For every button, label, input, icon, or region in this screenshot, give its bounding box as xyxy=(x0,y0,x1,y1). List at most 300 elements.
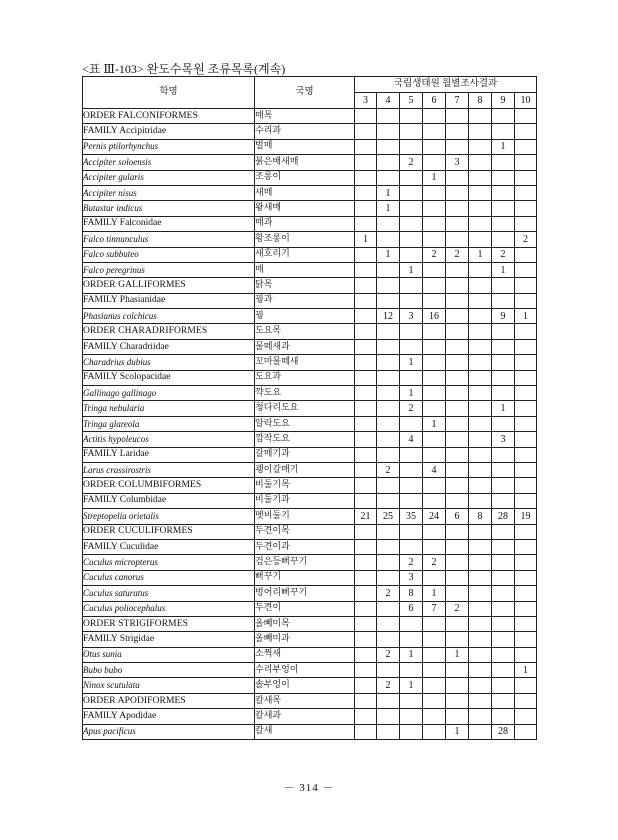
count-cell xyxy=(492,170,515,185)
count-cell xyxy=(492,416,515,431)
count-cell xyxy=(446,586,469,601)
scientific-name: Tringa glareola xyxy=(83,416,255,431)
count-cell xyxy=(446,447,469,462)
scientific-name: Cuculus saturatus xyxy=(83,586,255,601)
count-cell xyxy=(469,232,492,247)
count-cell xyxy=(469,570,492,585)
count-cell xyxy=(355,724,377,739)
korean-name: 벌매 xyxy=(255,139,355,154)
count-cell xyxy=(400,278,423,293)
count-cell xyxy=(446,124,469,139)
korean-name: 두견이목 xyxy=(255,524,355,539)
table-row-order xyxy=(83,478,537,493)
count-cell xyxy=(377,524,400,539)
count-cell xyxy=(469,216,492,231)
count-cell xyxy=(446,339,469,354)
count-cell xyxy=(515,693,537,708)
korean-name: 뻐꾸기 xyxy=(255,570,355,585)
count-cell: 25 xyxy=(377,509,400,524)
count-cell xyxy=(515,586,537,601)
table-row-species xyxy=(83,309,537,324)
scientific-name: FAMILY Falconidae xyxy=(83,216,255,231)
count-cell xyxy=(446,170,469,185)
count-cell xyxy=(355,324,377,339)
count-cell xyxy=(469,386,492,401)
table-row-family xyxy=(83,447,537,462)
count-cell: 1 xyxy=(400,355,423,370)
count-cell xyxy=(515,478,537,493)
count-cell xyxy=(469,632,492,647)
count-cell xyxy=(469,293,492,308)
count-cell xyxy=(446,432,469,447)
count-cell xyxy=(423,109,446,124)
scientific-name: Apus pacificus xyxy=(83,724,255,739)
count-cell xyxy=(469,401,492,416)
count-cell xyxy=(492,324,515,339)
count-cell xyxy=(377,632,400,647)
scientific-name: Butastur indicus xyxy=(83,201,255,216)
count-cell: 1 xyxy=(400,647,423,662)
count-cell xyxy=(446,493,469,508)
table-row-species xyxy=(83,663,537,678)
count-cell: 1 xyxy=(423,170,446,185)
count-cell xyxy=(515,493,537,508)
table-row-order xyxy=(83,109,537,124)
korean-name: 두견이과 xyxy=(255,539,355,554)
count-cell xyxy=(469,124,492,139)
count-cell: 35 xyxy=(400,509,423,524)
count-cell xyxy=(423,401,446,416)
korean-name: 꺅도요 xyxy=(255,386,355,401)
count-cell xyxy=(492,201,515,216)
count-cell: 8 xyxy=(469,509,492,524)
korean-name: 황조롱이 xyxy=(255,232,355,247)
count-cell xyxy=(492,524,515,539)
count-cell: 1 xyxy=(469,247,492,262)
count-cell xyxy=(355,555,377,570)
count-cell xyxy=(377,539,400,554)
count-cell xyxy=(423,570,446,585)
count-cell xyxy=(492,678,515,693)
count-cell: 2 xyxy=(492,247,515,262)
count-cell xyxy=(469,586,492,601)
count-cell xyxy=(446,309,469,324)
korean-name: 칼새 xyxy=(255,724,355,739)
count-cell xyxy=(515,539,537,554)
count-cell xyxy=(469,432,492,447)
count-cell xyxy=(423,293,446,308)
count-cell xyxy=(377,601,400,616)
count-cell xyxy=(423,386,446,401)
count-cell xyxy=(492,232,515,247)
count-cell xyxy=(400,447,423,462)
count-cell: 28 xyxy=(492,724,515,739)
count-cell xyxy=(355,155,377,170)
count-cell xyxy=(355,278,377,293)
count-cell xyxy=(446,632,469,647)
count-cell xyxy=(355,124,377,139)
count-cell xyxy=(355,693,377,708)
table-row-order xyxy=(83,278,537,293)
header-kor-name: 국명 xyxy=(255,77,355,109)
count-cell xyxy=(515,278,537,293)
count-cell xyxy=(377,155,400,170)
korean-name: 꿩 xyxy=(255,309,355,324)
count-cell: 4 xyxy=(423,462,446,477)
scientific-name: Falco tinnunculus xyxy=(83,232,255,247)
count-cell: 7 xyxy=(423,601,446,616)
count-cell xyxy=(469,355,492,370)
scientific-name: FAMILY Phasianidae xyxy=(83,293,255,308)
count-cell xyxy=(469,616,492,631)
count-cell xyxy=(492,370,515,385)
count-cell: 1 xyxy=(377,201,400,216)
count-cell xyxy=(469,201,492,216)
header-month: 5 xyxy=(400,93,423,109)
count-cell xyxy=(469,109,492,124)
count-cell: 2 xyxy=(515,232,537,247)
count-cell xyxy=(355,262,377,277)
table-row-species xyxy=(83,555,537,570)
korean-name: 칼새과 xyxy=(255,709,355,724)
count-cell xyxy=(423,647,446,662)
count-cell xyxy=(515,709,537,724)
count-cell xyxy=(515,109,537,124)
count-cell xyxy=(446,401,469,416)
header-month: 9 xyxy=(492,93,515,109)
count-cell: 2 xyxy=(446,601,469,616)
count-cell xyxy=(377,401,400,416)
table-row-family xyxy=(83,124,537,139)
count-cell xyxy=(492,493,515,508)
count-cell: 1 xyxy=(377,247,400,262)
count-cell xyxy=(515,293,537,308)
count-cell xyxy=(423,616,446,631)
scientific-name: FAMILY Accipitridae xyxy=(83,124,255,139)
table-row-species xyxy=(83,355,537,370)
count-cell xyxy=(515,401,537,416)
table-row-species xyxy=(83,201,537,216)
count-cell xyxy=(469,693,492,708)
count-cell xyxy=(377,493,400,508)
scientific-name: Falco subbuteo xyxy=(83,247,255,262)
table-row-family xyxy=(83,632,537,647)
count-cell xyxy=(423,124,446,139)
count-cell xyxy=(446,616,469,631)
count-cell xyxy=(400,293,423,308)
count-cell xyxy=(377,262,400,277)
count-cell xyxy=(446,109,469,124)
count-cell xyxy=(377,370,400,385)
count-cell xyxy=(400,201,423,216)
korean-name: 비둘기목 xyxy=(255,478,355,493)
scientific-name: FAMILY Scolopacidae xyxy=(83,370,255,385)
korean-name: 올빼미목 xyxy=(255,616,355,631)
table-row-species xyxy=(83,462,537,477)
header-month: 4 xyxy=(377,93,400,109)
count-cell: 2 xyxy=(400,555,423,570)
count-cell xyxy=(355,647,377,662)
count-cell: 1 xyxy=(377,185,400,200)
korean-name: 도요과 xyxy=(255,370,355,385)
table-row-family xyxy=(83,539,537,554)
count-cell xyxy=(446,293,469,308)
count-cell xyxy=(400,632,423,647)
count-cell xyxy=(400,232,423,247)
count-cell: 28 xyxy=(492,509,515,524)
count-cell xyxy=(446,663,469,678)
count-cell xyxy=(469,278,492,293)
count-cell xyxy=(355,570,377,585)
count-cell xyxy=(515,447,537,462)
count-cell xyxy=(355,139,377,154)
count-cell xyxy=(400,370,423,385)
count-cell xyxy=(377,724,400,739)
count-cell xyxy=(446,232,469,247)
scientific-name: ORDER GALLIFORMES xyxy=(83,278,255,293)
count-cell xyxy=(377,555,400,570)
scientific-name: FAMILY Laridae xyxy=(83,447,255,462)
count-cell xyxy=(469,155,492,170)
scientific-name: Cuculus canorus xyxy=(83,570,255,585)
count-cell xyxy=(355,293,377,308)
count-cell xyxy=(377,570,400,585)
scientific-name: Cuculus micropterus xyxy=(83,555,255,570)
count-cell xyxy=(492,555,515,570)
count-cell xyxy=(355,170,377,185)
table-row-species xyxy=(83,647,537,662)
table-row-family xyxy=(83,493,537,508)
count-cell: 6 xyxy=(400,601,423,616)
count-cell xyxy=(355,709,377,724)
count-cell: 2 xyxy=(377,647,400,662)
count-cell xyxy=(515,462,537,477)
korean-name: 새호리기 xyxy=(255,247,355,262)
count-cell xyxy=(446,355,469,370)
count-cell xyxy=(400,170,423,185)
table-row-species xyxy=(83,262,537,277)
count-cell xyxy=(515,647,537,662)
korean-name: 매과 xyxy=(255,216,355,231)
count-cell: 1 xyxy=(515,309,537,324)
count-cell xyxy=(515,386,537,401)
count-cell xyxy=(400,339,423,354)
count-cell xyxy=(377,709,400,724)
count-cell xyxy=(423,539,446,554)
count-cell xyxy=(423,524,446,539)
count-cell xyxy=(492,355,515,370)
count-cell xyxy=(423,355,446,370)
count-cell xyxy=(400,478,423,493)
count-cell xyxy=(423,232,446,247)
count-cell xyxy=(423,724,446,739)
count-cell xyxy=(515,370,537,385)
count-cell xyxy=(355,539,377,554)
count-cell xyxy=(423,432,446,447)
count-cell xyxy=(355,109,377,124)
count-cell xyxy=(469,170,492,185)
scientific-name: FAMILY Strigidae xyxy=(83,632,255,647)
count-cell xyxy=(377,139,400,154)
count-cell xyxy=(355,201,377,216)
header-month: 8 xyxy=(469,93,492,109)
table-row-family xyxy=(83,339,537,354)
korean-name: 비둘기과 xyxy=(255,493,355,508)
korean-name: 칼새목 xyxy=(255,693,355,708)
scientific-name: Streptopelia orietalis xyxy=(83,509,255,524)
count-cell: 3 xyxy=(446,155,469,170)
count-cell xyxy=(469,185,492,200)
bird-list-table xyxy=(82,76,537,740)
count-cell xyxy=(446,216,469,231)
count-cell xyxy=(400,462,423,477)
count-cell xyxy=(377,432,400,447)
scientific-name: ORDER CUCULIFORMES xyxy=(83,524,255,539)
count-cell xyxy=(492,124,515,139)
korean-name: 멧비둘기 xyxy=(255,509,355,524)
count-cell xyxy=(355,185,377,200)
korean-name: 왕새매 xyxy=(255,201,355,216)
count-cell: 3 xyxy=(492,432,515,447)
count-cell xyxy=(355,339,377,354)
count-cell xyxy=(515,216,537,231)
table-caption: <표 Ⅲ-103> 완도수목원 조류목록(계속) xyxy=(82,62,286,76)
count-cell xyxy=(492,586,515,601)
count-cell xyxy=(492,616,515,631)
count-cell xyxy=(469,324,492,339)
table-row-species xyxy=(83,724,537,739)
table-row-family xyxy=(83,370,537,385)
scientific-name: Otus sunia xyxy=(83,647,255,662)
count-cell xyxy=(492,601,515,616)
count-cell: 1 xyxy=(492,139,515,154)
korean-name: 벙어리뻐꾸기 xyxy=(255,586,355,601)
count-cell: 21 xyxy=(355,509,377,524)
count-cell: 2 xyxy=(377,678,400,693)
count-cell: 1 xyxy=(355,232,377,247)
count-cell xyxy=(515,185,537,200)
count-cell: 9 xyxy=(492,309,515,324)
count-cell xyxy=(469,309,492,324)
count-cell xyxy=(400,247,423,262)
korean-name: 수리부엉이 xyxy=(255,663,355,678)
count-cell xyxy=(515,170,537,185)
count-cell xyxy=(446,462,469,477)
table-row-species xyxy=(83,247,537,262)
count-cell: 6 xyxy=(446,509,469,524)
count-cell xyxy=(377,339,400,354)
header-month: 3 xyxy=(355,93,377,109)
count-cell xyxy=(515,247,537,262)
count-cell: 1 xyxy=(423,416,446,431)
count-cell xyxy=(515,355,537,370)
table-row-species xyxy=(83,170,537,185)
count-cell xyxy=(355,370,377,385)
count-cell xyxy=(446,555,469,570)
scientific-name: Phasianus colchicus xyxy=(83,309,255,324)
header-month: 10 xyxy=(515,93,537,109)
scientific-name: ORDER STRIGIFORMES xyxy=(83,616,255,631)
count-cell xyxy=(400,493,423,508)
count-cell xyxy=(469,139,492,154)
count-cell xyxy=(515,524,537,539)
count-cell xyxy=(423,663,446,678)
count-cell xyxy=(515,724,537,739)
count-cell xyxy=(492,339,515,354)
korean-name: 조롱이 xyxy=(255,170,355,185)
count-cell xyxy=(446,278,469,293)
count-cell xyxy=(400,724,423,739)
korean-name: 깝작도요 xyxy=(255,432,355,447)
count-cell xyxy=(400,109,423,124)
count-cell: 1 xyxy=(400,262,423,277)
count-cell xyxy=(515,139,537,154)
scientific-name: ORDER APODIFORMES xyxy=(83,693,255,708)
count-cell xyxy=(377,447,400,462)
count-cell: 1 xyxy=(423,586,446,601)
count-cell xyxy=(515,432,537,447)
scientific-name: FAMILY Charadriidae xyxy=(83,339,255,354)
count-cell xyxy=(400,216,423,231)
count-cell xyxy=(469,447,492,462)
table-row-species xyxy=(83,570,537,585)
count-cell: 2 xyxy=(400,401,423,416)
count-cell xyxy=(400,185,423,200)
count-cell xyxy=(377,386,400,401)
count-cell xyxy=(515,339,537,354)
count-cell xyxy=(469,709,492,724)
korean-name: 소쩍새 xyxy=(255,647,355,662)
count-cell xyxy=(492,109,515,124)
count-cell xyxy=(469,678,492,693)
count-cell xyxy=(355,462,377,477)
table-row-order xyxy=(83,616,537,631)
count-cell: 2 xyxy=(377,462,400,477)
table-row-species xyxy=(83,232,537,247)
count-cell xyxy=(469,416,492,431)
count-cell xyxy=(423,201,446,216)
count-cell xyxy=(377,663,400,678)
count-cell xyxy=(492,462,515,477)
count-cell xyxy=(355,447,377,462)
count-cell: 2 xyxy=(446,247,469,262)
count-cell xyxy=(515,262,537,277)
count-cell xyxy=(377,170,400,185)
count-cell xyxy=(446,478,469,493)
count-cell xyxy=(423,339,446,354)
count-cell xyxy=(423,155,446,170)
count-cell xyxy=(355,386,377,401)
scientific-name: Gallinago gallinago xyxy=(83,386,255,401)
count-cell xyxy=(423,370,446,385)
page-number: － 314 － xyxy=(283,782,335,794)
count-cell xyxy=(515,324,537,339)
count-cell: 1 xyxy=(446,647,469,662)
table-row-family xyxy=(83,709,537,724)
count-cell xyxy=(400,709,423,724)
count-cell: 2 xyxy=(423,247,446,262)
table-row-species xyxy=(83,185,537,200)
count-cell xyxy=(469,601,492,616)
table-row-species xyxy=(83,432,537,447)
count-cell xyxy=(469,493,492,508)
korean-name: 두견이 xyxy=(255,601,355,616)
count-cell xyxy=(469,663,492,678)
count-cell xyxy=(400,124,423,139)
count-cell xyxy=(377,416,400,431)
count-cell xyxy=(515,555,537,570)
count-cell xyxy=(400,416,423,431)
